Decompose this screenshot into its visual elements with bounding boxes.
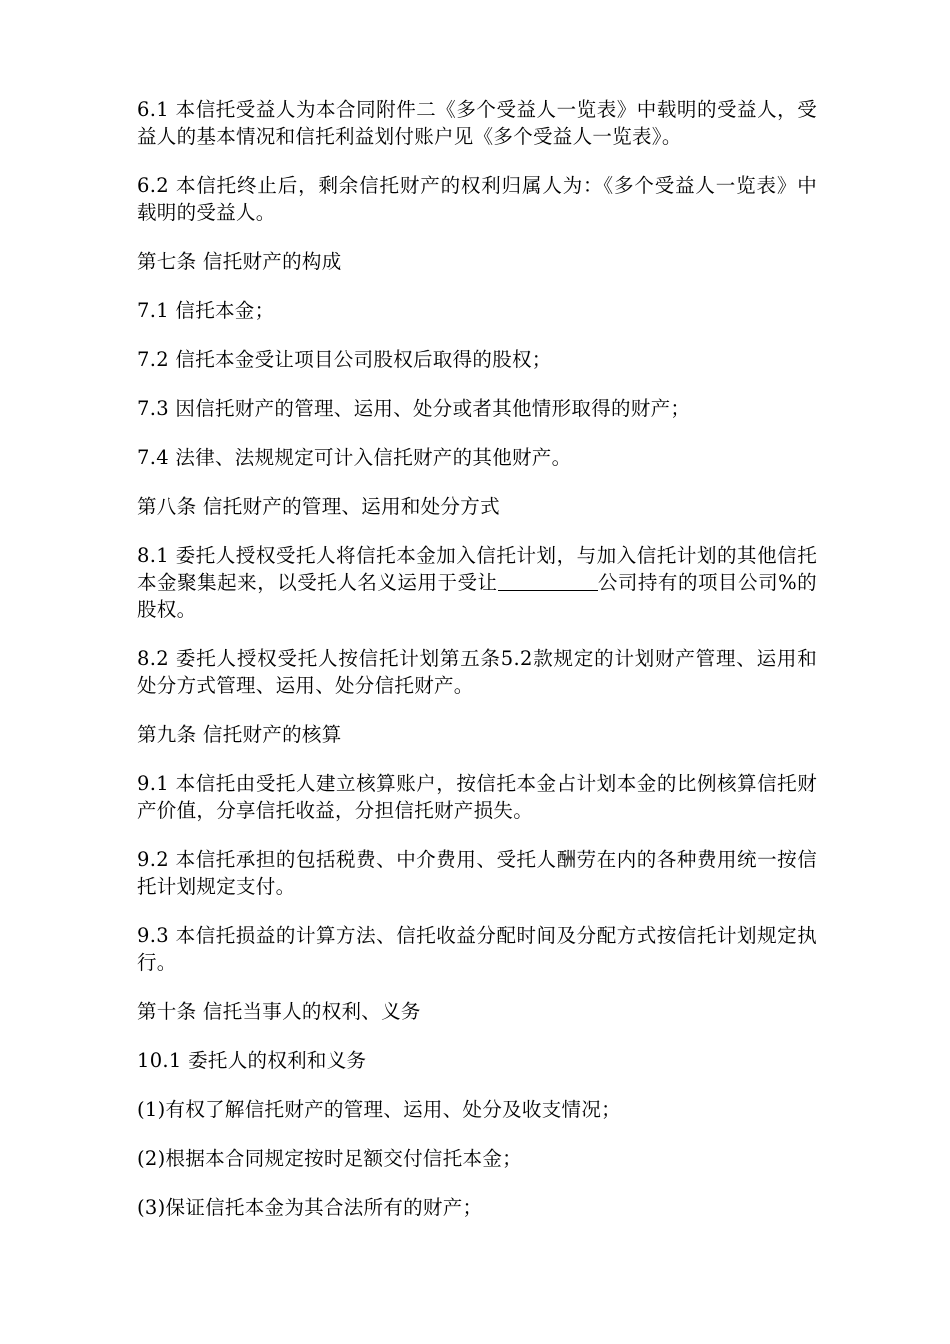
item-10-1-3: (3)保证信托本金为其合法所有的财产；	[137, 1196, 483, 1219]
clause-7-3: 7.3 因信托财产的管理、运用、处分或者其他情形取得的财产；	[137, 397, 691, 420]
clause-9-3: 9.3 本信托损益的计算方法、信托收益分配时间及分配方式按信托计划规定执行。	[137, 924, 817, 974]
article-10-heading: 第十条 信托当事人的权利、义务	[137, 1000, 421, 1023]
clause-10-1: 10.1 委托人的权利和义务	[137, 1049, 367, 1072]
clause-7-4: 7.4 法律、法规规定可计入信托财产的其他财产。	[137, 446, 572, 469]
item-10-1-1: (1)有权了解信托财产的管理、运用、处分及收支情况；	[137, 1098, 621, 1121]
fill-in-blank	[498, 572, 598, 591]
clause-6-2: 6.2 本信托终止后，剩余信托财产的权利归属人为：《多个受益人一览表》中载明的受益人。	[137, 174, 817, 224]
clause-7-1: 7.1 信托本金；	[137, 299, 275, 322]
article-8-heading: 第八条 信托财产的管理、运用和处分方式	[137, 495, 500, 518]
article-9-heading: 第九条 信托财产的核算	[137, 723, 342, 746]
clause-9-1: 9.1 本信托由受托人建立核算账户，按信托本金占计划本金的比例核算信托财产价值，分享信托收益，分担信托财产损失。	[137, 772, 817, 822]
item-10-1-2: (2)根据本合同规定按时足额交付信托本金；	[137, 1147, 522, 1170]
article-7-heading: 第七条 信托财产的构成	[137, 250, 342, 273]
clause-7-2: 7.2 信托本金受让项目公司股权后取得的股权；	[137, 348, 552, 371]
clause-9-2: 9.2 本信托承担的包括税费、中介费用、受托人酬劳在内的各种费用统一按信托计划规定支付。	[137, 848, 817, 898]
clause-8-2: 8.2 委托人授权受托人按信托计划第五条5.2款规定的计划财产管理、运用和处分方式管理、运用、处分信托财产。	[137, 647, 817, 697]
clause-8-1-part-2: 公司持有的项目公司%的股权。	[137, 571, 817, 621]
clause-8-1	[137, 542, 817, 623]
clause-6-1: 6.1 本信托受益人为本合同附件二《多个受益人一览表》中载明的受益人，受益人的基本情况和信托利益划付账户见《多个受益人一览表》。	[137, 98, 817, 148]
document-page	[137, 96, 817, 1243]
clause-8-1-part-1: 8.1 委托人授权受托人将信托本金加入信托计划，与加入信托计划的其他信托本金聚集起来，以受托人名义运用于受让	[137, 544, 817, 594]
